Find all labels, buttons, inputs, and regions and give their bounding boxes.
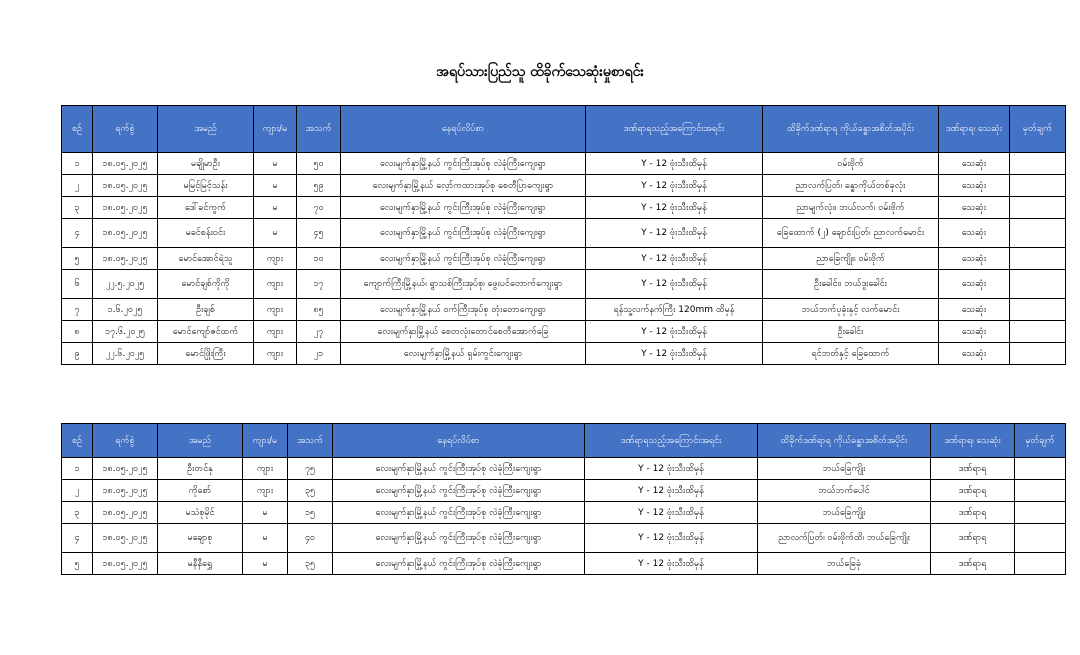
header-status: ဒဏ်ရာရ၊ သေဆုံး [939, 106, 1010, 153]
cell-serial: ၅ [62, 553, 93, 575]
header-serial: စဥ် [62, 424, 93, 458]
cell-status: ဒဏ်ရာရ [931, 502, 1015, 524]
cell-remarks [1010, 197, 1066, 219]
cell-gender: မ [243, 553, 288, 575]
cell-date: ၁၈.၀၅.၂၀၂၅ [93, 480, 158, 502]
cell-remarks [1010, 299, 1066, 321]
cell-injured-body-part: ဝမ်းဗိုက် [763, 153, 939, 175]
cell-name: မောင်ဖြိုးကြီး [158, 343, 254, 365]
cell-name: ဦးတင်နု [158, 458, 243, 480]
cell-age: ၈၅ [297, 299, 341, 321]
cell-serial: ၁ [62, 153, 93, 175]
cell-age: ၄၅ [297, 219, 341, 248]
cell-gender: ကျား [254, 299, 297, 321]
cell-gender: ကျား [243, 458, 288, 480]
cell-injured-body-part: ရင်ဘတ်နှင့် ခြေထောက် [763, 343, 939, 365]
cell-injured-body-part: ဘယ်ခြေကျိုး [758, 458, 931, 480]
cell-injured-body-part: ညာခြေကျိုး၊ ဝမ်းဗိုက် [763, 248, 939, 270]
cell-cause: ရန်သူ့လက်နက်ကြီး 120mm ထိမှန် [586, 299, 763, 321]
table-row [62, 270, 1066, 299]
cell-remarks [1015, 524, 1066, 553]
header-gender: ကျား/မ [254, 106, 297, 153]
cell-gender: ကျား [243, 480, 288, 502]
cell-name: မနီနီရွှေ [158, 553, 243, 575]
table-row [62, 343, 1066, 365]
cell-date: ၂၂.၆.၂၀၂၅ [93, 343, 158, 365]
cell-date: ၂၂.၅.၂၀၂၅ [93, 270, 158, 299]
deaths-table-body [62, 153, 1066, 365]
header-status: ဒဏ်ရာရ၊ သေဆုံး [931, 424, 1015, 458]
cell-address: လေးမျက်နှာမြို့နယ် ကွင်းကြီးအုပ်စု လဲခုံကြီးကျေးရွာ [333, 480, 585, 502]
cell-gender: ကျား [254, 343, 297, 365]
table-row [62, 299, 1066, 321]
cell-cause: Y - 12 ဗုံးသီးထိမှန် [586, 197, 763, 219]
table-row [62, 502, 1066, 524]
cell-serial: ၈ [62, 321, 93, 343]
header-remarks: မှတ်ချက် [1015, 424, 1066, 458]
cell-cause: Y - 12 ဗုံးသီးထိမှန် [586, 175, 763, 197]
cell-date: ၁.၆.၂၀၂၅ [93, 299, 158, 321]
injuries-table-body [62, 458, 1066, 575]
cell-address: လေးမျက်နှာမြို့နယ် ရှမ်းကွင်းကျေးရွာ [341, 343, 586, 365]
cell-date: ၁၈.၀၅.၂၀၂၅ [93, 175, 158, 197]
table-row [62, 458, 1066, 480]
cell-name: မခင်စန်းဝင်း [158, 219, 254, 248]
cell-status: သေဆုံး [939, 270, 1010, 299]
cell-cause: Y - 12 ဗုံးသီးထိမှန် [586, 343, 763, 365]
header-serial: စဥ် [62, 106, 93, 153]
cell-name: ဒေါ်ခင်ကွက် [158, 197, 254, 219]
cell-serial: ၄ [62, 219, 93, 248]
cell-status: ဒဏ်ရာရ [931, 458, 1015, 480]
cell-remarks [1015, 502, 1066, 524]
cell-cause: Y - 12 ဗုံးသီးထိမှန် [585, 480, 758, 502]
cell-age: ၇၀ [297, 197, 341, 219]
cell-age: ၅၀ [297, 153, 341, 175]
cell-date: ၁၈.၀၅.၂၀၂၅ [93, 248, 158, 270]
cell-remarks [1015, 480, 1066, 502]
cell-injured-body-part: ညာမျက်လုံး၊ ဘယ်လက်၊ ဝမ်းဗိုက် [763, 197, 939, 219]
cell-cause: Y - 12 ဗုံးသီးထိမှန် [586, 270, 763, 299]
cell-age: ၅၉ [297, 175, 341, 197]
injuries-table-header [62, 424, 1066, 458]
cell-age: ၁၀ [297, 248, 341, 270]
cell-address: လေးမျက်နှာမြို့နယ် ဝက်ကြီးအုပ်စု တုံးတောကျေးရွာ [341, 299, 586, 321]
cell-remarks [1010, 153, 1066, 175]
table-row [62, 175, 1066, 197]
cell-serial: ၅ [62, 248, 93, 270]
header-address: နေရပ်လိပ်စာ [333, 424, 585, 458]
table-row [62, 524, 1066, 553]
cell-address: လေးမျက်နှာမြို့နယ် ကွင်းကြီးအုပ်စု လဲခုံကြီးကျေးရွာ [333, 524, 585, 553]
cell-age: ၁၅ [288, 502, 333, 524]
cell-injured-body-part: ဦးခေါင်း [763, 321, 939, 343]
cell-name: မောင်ချစ်ကိုကို [158, 270, 254, 299]
header-injured-body-part: ထိခိုက်ဒဏ်ရာရ ကိုယ်ခန္ဓာအစိတ်အပိုင်း [758, 424, 931, 458]
cell-remarks [1010, 175, 1066, 197]
cell-name: မသဲစုမိုင် [158, 502, 243, 524]
cell-age: ၃၅ [288, 480, 333, 502]
deaths-table [61, 105, 1066, 365]
cell-serial: ၆ [62, 270, 93, 299]
cell-age: ၂၇ [297, 321, 341, 343]
cell-gender: ကျား [254, 270, 297, 299]
cell-address: လေးမျက်နှာမြို့နယ် စေတလုံးတောင်စေတီအောက်ခြေ [341, 321, 586, 343]
cell-injured-body-part: ညာလက်ပြတ်၊ ခန္ဓာကိုယ်တစ်ခုလုံး [763, 175, 939, 197]
cell-address: လေးမျက်နှာမြို့နယ် ကွင်းကြီးအုပ်စု လဲခုံကြီးကျေးရွာ [341, 153, 586, 175]
cell-gender: မ [254, 175, 297, 197]
cell-serial: ၉ [62, 343, 93, 365]
cell-address: လေးမျက်နှာမြို့နယ် ကွင်းကြီးအုပ်စု လဲခုံကြီးကျေးရွာ [333, 502, 585, 524]
cell-address: လေးမျက်နှာမြို့နယ် ကွင်းကြီးအုပ်စု လဲခုံကြီးကျေးရွာ [333, 458, 585, 480]
cell-cause: Y - 12 ဗုံးသီးထိမှန် [586, 153, 763, 175]
cell-status: သေဆုံး [939, 153, 1010, 175]
cell-serial: ၇ [62, 299, 93, 321]
cell-address: လေးမျက်နှာမြို့နယ် ကွင်းကြီးအုပ်စု လဲခုံကြီးကျေးရွာ [341, 219, 586, 248]
cell-name: မချောစု [158, 524, 243, 553]
cell-serial: ၁ [62, 458, 93, 480]
cell-status: သေဆုံး [939, 248, 1010, 270]
table-row [62, 197, 1066, 219]
cell-gender: မ [243, 502, 288, 524]
cell-status: ဒဏ်ရာရ [931, 524, 1015, 553]
header-date: ရက်စွဲ [93, 106, 158, 153]
cell-name: မမြင့်မြင့်သန်း [158, 175, 254, 197]
cell-cause: Y - 12 ဗုံးသီးထိမှန် [586, 321, 763, 343]
cell-serial: ၂ [62, 480, 93, 502]
cell-name: ကိုစော် [158, 480, 243, 502]
cell-injured-body-part: ဘယ်ဘက်ပေါင် [758, 480, 931, 502]
header-name: အမည် [158, 424, 243, 458]
cell-date: ၁၈.၀၅.၂၀၂၅ [93, 153, 158, 175]
document-title: အရပ်သားပြည်သူ ထိခိုက်သေဆုံးမှုစာရင်း [436, 64, 644, 80]
header-injured-body-part: ထိခိုက်ဒဏ်ရာရ ကိုယ်ခန္ဓာအစိတ်အပိုင်း [763, 106, 939, 153]
header-remarks: မှတ်ချက် [1010, 106, 1066, 153]
table-row [62, 248, 1066, 270]
cell-status: သေဆုံး [939, 343, 1010, 365]
table-row [62, 153, 1066, 175]
cell-remarks [1010, 343, 1066, 365]
cell-address: လေးမျက်နှာမြို့နယ် ကွင်းကြီးအုပ်စု လဲခုံကြီးကျေးရွာ [341, 197, 586, 219]
cell-status: သေဆုံး [939, 299, 1010, 321]
cell-date: ၁၈.၀၅.၂၀၂၅ [93, 502, 158, 524]
cell-name: မောင်အောင်ရဲသူ [158, 248, 254, 270]
cell-cause: Y - 12 ဗုံးသီးထိမှန် [586, 219, 763, 248]
cell-cause: Y - 12 ဗုံးသီးထိမှန် [586, 248, 763, 270]
header-address: နေရပ်လိပ်စာ [341, 106, 586, 153]
cell-gender: မ [254, 197, 297, 219]
cell-age: ၃၅ [288, 553, 333, 575]
cell-gender: မ [254, 219, 297, 248]
cell-name: မောင်ကျော်ဇင်ထက် [158, 321, 254, 343]
cell-date: ၁၇.၆.၂၀၂၅ [93, 321, 158, 343]
cell-remarks [1010, 321, 1066, 343]
cell-remarks [1010, 248, 1066, 270]
header-name: အမည် [158, 106, 254, 153]
cell-cause: Y - 12 ဗုံးသီးထိမှန် [585, 458, 758, 480]
injuries-table [61, 423, 1066, 575]
header-gender: ကျား/မ [243, 424, 288, 458]
cell-age: ၂၁ [297, 343, 341, 365]
deaths-table-header [62, 106, 1066, 153]
cell-serial: ၃ [62, 502, 93, 524]
cell-date: ၁၈.၀၅.၂၀၂၅ [93, 524, 158, 553]
header-date: ရက်စွဲ [93, 424, 158, 458]
table-row [62, 321, 1066, 343]
cell-date: ၁၈.၀၅.၂၀၂၅ [93, 553, 158, 575]
cell-status: သေဆုံး [939, 219, 1010, 248]
cell-status: ဒဏ်ရာရ [931, 480, 1015, 502]
header-age: အသက် [297, 106, 341, 153]
table-row [62, 480, 1066, 502]
cell-injured-body-part: ခြေထောက် (၂) ချောင်းပြတ်၊ ညာလက်မောင်း [763, 219, 939, 248]
cell-cause: Y - 12 ဗုံးသီးထိမှန် [585, 524, 758, 553]
cell-name: ဦးချစ် [158, 299, 254, 321]
cell-gender: ကျား [254, 321, 297, 343]
header-cause: ဒဏ်ရာရသည့်အကြောင်းအရင်း [585, 424, 758, 458]
cell-address: ကျောက်ကြီးမြို့နယ်၊ ရွာသစ်ကြီးအုပ်စု၊ ဖွေးပင်တောက်ကျေးရွာ [341, 270, 586, 299]
cell-address: လေးမျက်နှာမြို့နယ် ကွင်းကြီးအုပ်စု လဲခုံကြီးကျေးရွာ [333, 553, 585, 575]
cell-name: မချိုမာဦး [158, 153, 254, 175]
cell-age: ၁၇ [297, 270, 341, 299]
cell-serial: ၄ [62, 524, 93, 553]
cell-cause: Y - 12 ဗုံးသီးထိမှန် [585, 553, 758, 575]
cell-remarks [1010, 219, 1066, 248]
cell-remarks [1015, 458, 1066, 480]
cell-cause: Y - 12 ဗုံးသီးထိမှန် [585, 502, 758, 524]
cell-injured-body-part: ညာလက်ပြတ်၊ ဝမ်းဗိုက်ထိ၊ ဘယ်ခြေကျိုး [758, 524, 931, 553]
cell-injured-body-part: ဘယ်ခြေကျိုး [758, 502, 931, 524]
cell-status: သေဆုံး [939, 321, 1010, 343]
cell-injured-body-part: ဘယ်ဘက်ပုခုံးနှင့် လက်မောင်း [763, 299, 939, 321]
table-row [62, 553, 1066, 575]
cell-date: ၁၈.၀၅.၂၀၂၅ [93, 219, 158, 248]
cell-age: ၇၅ [288, 458, 333, 480]
cell-injured-body-part: ဦးခေါင်း၊ ဘယ်ဒူးခေါင်း [763, 270, 939, 299]
cell-status: ဒဏ်ရာရ [931, 553, 1015, 575]
cell-gender: မ [254, 153, 297, 175]
cell-gender: ကျား [254, 248, 297, 270]
cell-injured-body-part: ဘယ်ခြေခုံ [758, 553, 931, 575]
cell-gender: မ [243, 524, 288, 553]
cell-remarks [1015, 553, 1066, 575]
cell-serial: ၃ [62, 197, 93, 219]
cell-serial: ၂ [62, 175, 93, 197]
header-age: အသက် [288, 424, 333, 458]
table-row [62, 219, 1066, 248]
cell-address: လေးမျက်နှာမြို့နယ် လေ့ာ်ကထားအုပ်စု စေတီပြာကျေးရွာ [341, 175, 586, 197]
header-cause: ဒဏ်ရာရသည့်အကြောင်းအရင်း [586, 106, 763, 153]
cell-remarks [1010, 270, 1066, 299]
cell-status: သေဆုံး [939, 197, 1010, 219]
cell-age: ၄၀ [288, 524, 333, 553]
cell-date: ၁၈.၀၅.၂၀၂၅ [93, 197, 158, 219]
cell-date: ၁၈.၀၅.၂၀၂၅ [93, 458, 158, 480]
cell-address: လေးမျက်နှာမြို့နယ် ကွင်းကြီးအုပ်စု လဲခုံကြီးကျေးရွာ [341, 248, 586, 270]
cell-status: သေဆုံး [939, 175, 1010, 197]
